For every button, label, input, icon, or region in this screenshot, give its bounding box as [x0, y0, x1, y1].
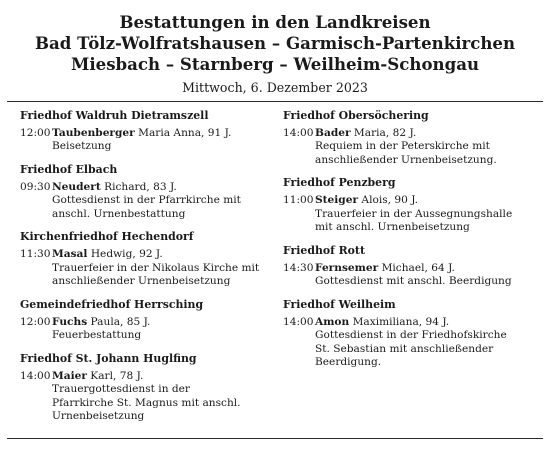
burial-entry — [20, 248, 270, 288]
deceased-line — [52, 181, 270, 194]
deceased-line — [315, 316, 545, 329]
deceased-line — [315, 262, 545, 275]
deceased-surname: Fuchs — [52, 315, 88, 328]
deceased-given-name-age: Maximiliana, 94 J. — [349, 315, 450, 328]
bottom-divider — [7, 438, 543, 439]
top-divider — [7, 101, 543, 102]
deceased-given-name-age: Maria, 82 J. — [350, 127, 417, 139]
cemetery-block — [20, 298, 270, 343]
deceased-surname: Fernsemer — [315, 261, 379, 274]
burial-time: 12:00 — [20, 127, 51, 139]
cemetery-name: Kirchenfriedhof Hechendorf — [20, 230, 194, 244]
service-detail-line: anschl. Urnenbestattung — [52, 207, 186, 220]
service-detail-line: Gottesdienst mit anschl. Beerdigung — [315, 275, 512, 288]
service-detail-line: anschließender Urnenbeisetzung — [52, 275, 231, 288]
deceased-given-name-age: Alois, 90 J. — [358, 194, 419, 207]
notice-title-line-3: Miesbach – Starnberg – Weilheim-Schongau — [70, 54, 480, 74]
deceased-given-name-age: Michael, 64 J. — [378, 261, 455, 274]
burial-text — [52, 127, 270, 154]
cemetery-block — [20, 163, 270, 221]
burial-text — [52, 181, 270, 221]
cemetery-name: Friedhof St. Johann Huglfing — [20, 351, 197, 365]
burial-time: 12:00 — [20, 315, 51, 328]
burial-text — [315, 316, 545, 370]
cemetery-name: Friedhof Rott — [283, 243, 365, 257]
deceased-given-name-age: Karl, 78 J. — [86, 369, 144, 382]
right-column — [283, 109, 545, 379]
deceased-surname: Taubenberger — [52, 127, 135, 139]
deceased-surname: Masal — [52, 248, 88, 261]
burial-time: 09:30 — [20, 181, 51, 193]
deceased-line — [52, 248, 270, 261]
burial-entry — [20, 370, 270, 424]
deceased-line — [52, 316, 270, 329]
burial-entry — [20, 316, 270, 343]
burial-time: 11:30 — [20, 248, 51, 261]
deceased-given-name-age: Maria Anna, 91 J. — [134, 127, 232, 139]
service-detail-line: Urnenbeisetzung — [52, 410, 145, 423]
service-detail-line: Beerdigung. — [315, 356, 382, 369]
cemetery-name: Friedhof Obersöchering — [283, 109, 429, 122]
deceased-surname: Maier — [52, 369, 87, 382]
service-detail-line: Beisetzung — [52, 140, 112, 153]
service-detail-line: Trauerfeier in der Aussegnungshalle — [315, 207, 513, 220]
cemetery-block — [283, 176, 545, 234]
cemetery-block — [20, 352, 270, 424]
burial-entry — [283, 127, 545, 167]
cemetery-name: Friedhof Penzberg — [283, 176, 396, 190]
service-detail-line: Trauergottesdienst in der — [52, 383, 190, 396]
cemetery-name: Friedhof Waldruh Dietramszell — [20, 109, 209, 122]
cemetery-name: Friedhof Weilheim — [283, 297, 396, 311]
burial-entry — [283, 262, 545, 289]
deceased-surname: Neudert — [52, 181, 101, 193]
burial-entry — [20, 181, 270, 221]
burial-time: 14:00 — [283, 127, 314, 139]
burial-time: 11:00 — [283, 194, 314, 207]
cemetery-name: Friedhof Elbach — [20, 163, 118, 176]
service-detail-line: anschließender Urnenbeisetzung. — [315, 153, 497, 166]
deceased-surname: Amon — [315, 315, 350, 328]
service-detail-line: Feuerbestattung — [52, 329, 142, 342]
burial-text — [52, 370, 270, 424]
notice-title-line-2: Bad Tölz-Wolfratshausen – Garmisch-Partenkirchen — [34, 33, 516, 53]
burial-text — [52, 248, 270, 288]
deceased-surname: Steiger — [315, 194, 359, 207]
burial-entry — [283, 316, 545, 370]
burial-text — [315, 127, 545, 167]
deceased-given-name-age: Paula, 85 J. — [87, 315, 151, 328]
cemetery-block — [283, 244, 545, 289]
service-detail-line: mit anschl. Urnenbeisetzung — [315, 221, 470, 234]
burial-entry — [283, 194, 545, 234]
service-detail-line: St. Sebastian mit anschließender — [315, 342, 494, 355]
cemetery-name: Gemeindefriedhof Herrsching — [20, 297, 204, 311]
service-detail-line: Pfarrkirche St. Magnus mit anschl. — [52, 396, 241, 409]
deceased-line — [52, 370, 270, 383]
deceased-line — [52, 127, 270, 140]
burial-time: 14:00 — [283, 315, 314, 328]
cemetery-block — [283, 298, 545, 370]
deceased-line — [315, 194, 545, 207]
service-detail-line: Trauerfeier in der Nikolaus Kirche mit — [52, 261, 260, 274]
cemetery-block — [283, 109, 545, 167]
notice-title-line-1: Bestattungen in den Landkreisen — [119, 12, 431, 32]
deceased-given-name-age: Richard, 83 J. — [100, 181, 177, 193]
burial-text — [315, 262, 545, 289]
burial-time: 14:00 — [20, 369, 51, 382]
cemetery-block — [20, 109, 270, 154]
cemetery-block — [20, 230, 270, 288]
service-detail-line: Gottesdienst in der Pfarrkirche mit — [52, 194, 241, 207]
service-detail-line: Requiem in der Peterskirche mit — [315, 140, 490, 153]
notice-header — [0, 0, 550, 96]
burial-text — [315, 194, 545, 234]
deceased-given-name-age: Hedwig, 92 J. — [87, 248, 163, 261]
notice-date: Mittwoch, 6. Dezember 2023 — [182, 80, 368, 95]
deceased-surname: Bader — [315, 127, 351, 139]
burial-entry — [20, 127, 270, 154]
service-detail-line: Gottesdienst in der Friedhofskirche — [315, 329, 507, 342]
burial-text — [52, 316, 270, 343]
deceased-line — [315, 127, 545, 140]
burial-time: 14:30 — [283, 261, 314, 274]
left-column — [20, 109, 270, 433]
